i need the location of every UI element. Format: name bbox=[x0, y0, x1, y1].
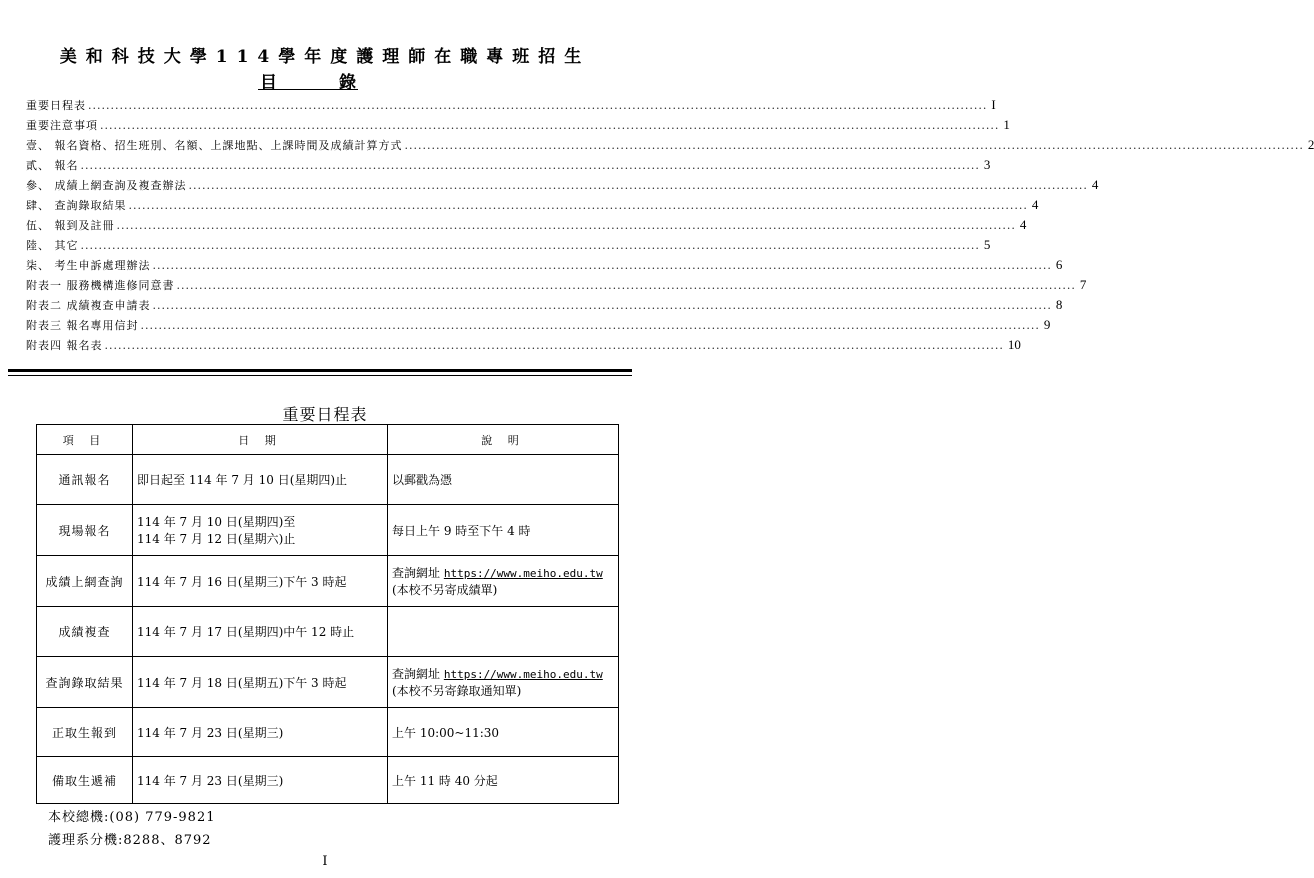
main-phone: 本校總機:(08) 779-9821 bbox=[48, 810, 216, 825]
table-row bbox=[37, 708, 619, 757]
toc-page: 5 bbox=[983, 237, 991, 252]
table-row bbox=[37, 607, 619, 657]
toc-page: 2 bbox=[1307, 137, 1314, 152]
column-header-item: 項 目 bbox=[37, 425, 133, 455]
row-item: 現場報名 bbox=[37, 505, 133, 556]
toc-row bbox=[26, 337, 1021, 357]
toc-leader: ........................................................................................................................................................................................................ bbox=[152, 299, 1052, 312]
toc-leader: ........................................................................................................................................................................................................ bbox=[128, 199, 1028, 212]
toc-heading-right: 錄 bbox=[339, 73, 356, 93]
row-date bbox=[133, 657, 388, 708]
toc-row bbox=[26, 297, 1063, 317]
toc-page: 6 bbox=[1055, 257, 1063, 272]
toc-page: 4 bbox=[1019, 217, 1027, 232]
toc-page: 4 bbox=[1091, 177, 1099, 192]
toc-label: 柒、 考生申訴處理辦法 bbox=[26, 259, 151, 272]
toc-row bbox=[26, 157, 991, 177]
toc-leader: ........................................................................................................................................................................................................ bbox=[80, 159, 980, 172]
table-row bbox=[37, 556, 619, 607]
row-note bbox=[388, 757, 619, 804]
toc-page: I bbox=[991, 97, 996, 112]
row-item: 備取生遞補 bbox=[37, 757, 133, 804]
row-note-line bbox=[392, 564, 614, 581]
toc-heading-left: 目 bbox=[260, 73, 277, 93]
toc-leader: ........................................................................................................................................................................................................ bbox=[404, 139, 1304, 152]
toc-label: 重要注意事項 bbox=[26, 119, 98, 132]
row-note-line bbox=[392, 665, 614, 682]
table-row bbox=[37, 757, 619, 804]
row-date bbox=[133, 455, 388, 505]
row-item: 查詢錄取結果 bbox=[37, 657, 133, 708]
toc-label: 附表二 成績複查申請表 bbox=[26, 299, 151, 312]
row-note-line: 每日上午 9 時至下午 4 時 bbox=[392, 523, 531, 538]
row-note bbox=[388, 556, 619, 607]
query-url-link[interactable]: https://www.meiho.edu.tw bbox=[443, 668, 603, 681]
document-title: 美和科技大學114學年度護理師在職專班招生 bbox=[59, 47, 591, 67]
table-of-contents bbox=[26, 97, 1314, 357]
row-note-line: 以郵戳為憑 bbox=[392, 473, 453, 487]
toc-row bbox=[26, 137, 1314, 157]
toc-leader: ........................................................................................................................................................................................................ bbox=[100, 119, 1000, 132]
table-row bbox=[37, 455, 619, 505]
toc-page: 7 bbox=[1079, 277, 1087, 292]
row-date-line: 114 年 7 月 12 日(星期六)止 bbox=[137, 532, 296, 546]
row-date bbox=[133, 757, 388, 804]
toc-label: 伍、 報到及註冊 bbox=[26, 219, 115, 232]
toc-label: 參、 成績上網查詢及複查辦法 bbox=[26, 179, 187, 192]
toc-label: 陸、 其它 bbox=[26, 239, 79, 252]
toc-label: 附表四 報名表 bbox=[26, 339, 103, 352]
row-note bbox=[388, 708, 619, 757]
toc-page: 8 bbox=[1055, 297, 1063, 312]
table-header-row bbox=[37, 425, 619, 455]
row-note-line: (本校不另寄成績單) bbox=[392, 583, 498, 597]
page-number: I bbox=[322, 854, 328, 869]
toc-row bbox=[26, 117, 1010, 137]
toc-leader: ........................................................................................................................................................................................................ bbox=[176, 279, 1076, 292]
row-note bbox=[388, 607, 619, 657]
row-item: 成績上網查詢 bbox=[37, 556, 133, 607]
toc-leader: ........................................................................................................................................................................................................ bbox=[104, 339, 1004, 352]
toc-row bbox=[26, 177, 1099, 197]
row-date-line: 114 年 7 月 10 日(星期四)至 bbox=[137, 515, 296, 529]
row-item: 正取生報到 bbox=[37, 708, 133, 757]
section-divider-thick bbox=[8, 369, 632, 372]
row-date-line: 114 年 7 月 23 日(星期三) bbox=[137, 725, 284, 740]
column-header-date: 日 期 bbox=[133, 425, 388, 455]
row-item: 通訊報名 bbox=[37, 455, 133, 505]
section-divider-thin bbox=[8, 375, 632, 376]
toc-leader: ........................................................................................................................................................................................................ bbox=[152, 259, 1052, 272]
toc-label: 貳、 報名 bbox=[26, 159, 79, 172]
row-date bbox=[133, 505, 388, 556]
toc-leader: ........................................................................................................................................................................................................ bbox=[140, 319, 1040, 332]
query-url-link[interactable]: https://www.meiho.edu.tw bbox=[443, 567, 603, 580]
row-date-line: 114 年 7 月 18 日(星期五)下午 3 時起 bbox=[137, 675, 347, 690]
row-item: 成績複查 bbox=[37, 607, 133, 657]
row-date bbox=[133, 708, 388, 757]
toc-leader: ........................................................................................................................................................................................................ bbox=[80, 239, 980, 252]
schedule-table bbox=[36, 424, 619, 804]
nursing-dept-extension: 護理系分機:8288、8792 bbox=[48, 833, 212, 848]
toc-row bbox=[26, 97, 996, 117]
toc-leader: ........................................................................................................................................................................................................ bbox=[188, 179, 1088, 192]
row-note bbox=[388, 657, 619, 708]
row-note bbox=[388, 505, 619, 556]
toc-row bbox=[26, 197, 1039, 217]
toc-page: 10 bbox=[1007, 337, 1021, 352]
toc-label: 肆、 查詢錄取結果 bbox=[26, 199, 127, 212]
toc-leader: ........................................................................................................................................................................................................ bbox=[88, 99, 988, 112]
toc-label: 附表一 服務機構進修同意書 bbox=[26, 279, 175, 292]
toc-page: 4 bbox=[1031, 197, 1039, 212]
toc-label: 重要日程表 bbox=[26, 99, 86, 112]
toc-label: 附表三 報名專用信封 bbox=[26, 319, 139, 332]
schedule-title: 重要日程表 bbox=[282, 405, 368, 424]
row-note-line: (本校不另寄錄取通知單) bbox=[392, 684, 522, 698]
row-note-line: 上午 10:00~11:30 bbox=[392, 725, 500, 740]
toc-page: 9 bbox=[1043, 317, 1051, 332]
toc-heading bbox=[258, 68, 358, 93]
toc-leader: ........................................................................................................................................................................................................ bbox=[116, 219, 1016, 232]
toc-row bbox=[26, 317, 1051, 337]
note-text: 查詢網址 bbox=[392, 566, 444, 580]
note-text: 查詢網址 bbox=[392, 667, 444, 681]
toc-label: 壹、 報名資格、招生班別、名額、上課地點、上課時間及成績計算方式 bbox=[26, 139, 403, 152]
row-date-line: 114 年 7 月 23 日(星期三) bbox=[137, 773, 284, 788]
row-date bbox=[133, 556, 388, 607]
toc-row bbox=[26, 217, 1027, 237]
toc-row bbox=[26, 257, 1063, 277]
toc-row bbox=[26, 237, 991, 257]
toc-page: 1 bbox=[1003, 117, 1010, 132]
row-date-line: 即日起至 114 年 7 月 10 日(星期四)止 bbox=[137, 473, 348, 487]
row-note-line: 上午 11 時 40 分起 bbox=[392, 773, 498, 788]
row-date bbox=[133, 607, 388, 657]
column-header-note: 說 明 bbox=[388, 425, 619, 455]
row-date-line: 114 年 7 月 17 日(星期四)中午 12 時止 bbox=[137, 625, 355, 639]
toc-page: 3 bbox=[983, 157, 991, 172]
table-row bbox=[37, 657, 619, 708]
row-note bbox=[388, 455, 619, 505]
table-row bbox=[37, 505, 619, 556]
toc-row bbox=[26, 277, 1087, 297]
row-date-line: 114 年 7 月 16 日(星期三)下午 3 時起 bbox=[137, 574, 347, 589]
